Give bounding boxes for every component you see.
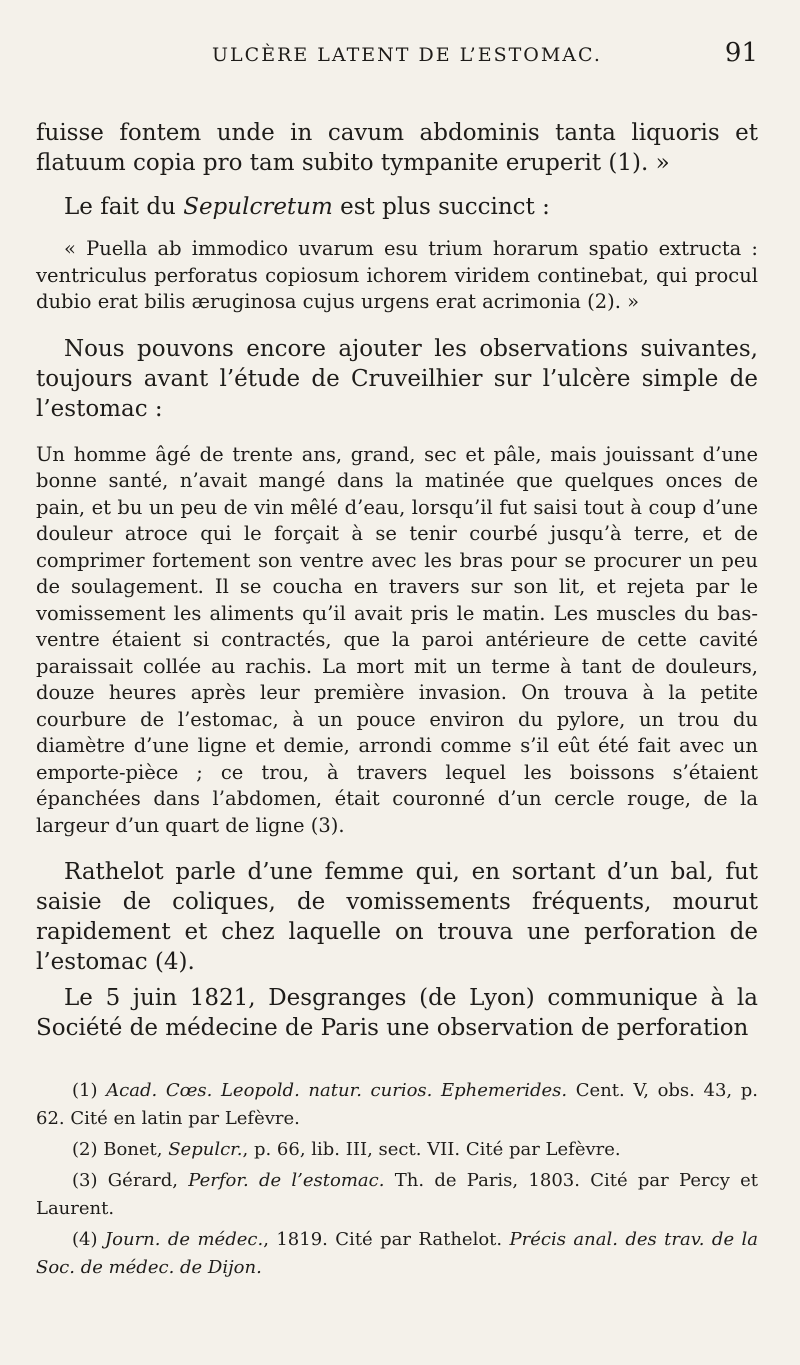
page-body: [36, 118, 758, 1043]
running-title: ULCÈRE LATENT DE L’ESTOMAC.: [212, 44, 602, 66]
paragraph-observations-intro: Nous pouvons encore ajouter les observations suivantes, toujours avant l’étude de Cruveilhier sur l’ulcère simple de l’estomac :: [36, 335, 758, 422]
footnote-4: (4) Journ. de médec., 1819. Cité par Rathelot. Précis anal. des trav. de la Soc. de médec. de Dijon.: [36, 1229, 759, 1278]
paragraph-sepulcretum: Le fait du Sepulcretum est plus succinct :: [64, 194, 550, 220]
page-number: 91: [724, 38, 758, 68]
footnotes: [36, 1077, 758, 1282]
paragraph-desgranges: Le 5 juin 1821, Desgranges (de Lyon) communique à la Société de médecine de Paris une observation de perforation: [36, 985, 758, 1041]
paragraph-latin-continuation: fuisse fontem unde in cavum abdominis tanta liquoris et flatuum copia pro tam subito tympanite eruperit (1). »: [36, 120, 758, 176]
footnote-1: (1) Acad. Cœs. Leopold. natur. curios. Ephemerides. Cent. V, obs. 43, p. 62. Cité en latin par Lefèvre.: [36, 1080, 759, 1129]
paragraph-rathelot: Rathelot parle d’une femme qui, en sortant d’un bal, fut saisie de coliques, de vomissements fréquents, mourut rapidement et chez laquelle on trouva une perforation de l’estomac (4).: [36, 859, 758, 975]
page-header: [36, 38, 758, 74]
paragraph-latin-quote: « Puella ab immodico uvarum esu trium horarum spatio extructa : ventriculus perforatus copiosum ichorem viridem continebat, qui procul dubio erat bilis æruginosa cujus urgens erat acrimonia (2). »: [36, 237, 758, 313]
footnote-3: (3) Gérard, Perfor. de l’estomac. Th. de Paris, 1803. Cité par Percy et Laurent.: [36, 1170, 759, 1219]
footnote-2: (2) Bonet, Sepulcr., p. 66, lib. III, sect. VII. Cité par Lefèvre.: [72, 1139, 621, 1160]
paragraph-case-description: Un homme âgé de trente ans, grand, sec et pâle, mais jouissant d’une bonne santé, n’avait mangé dans la matinée que quelques onces de pain, et bu un peu de vin mêlé d’eau, lorsqu’il fut saisi tout à coup d’une douleur atroce qui le forçait à se tenir courbé jusqu’à terre, et de comprimer fortement son ventre avec les bras pour se procurer un peu de soulagement. Il se coucha en travers sur son lit, et rejeta par le vomissement les aliments qu’il avait pris le matin. Les muscles du bas-ventre étaient si contractés, que la paroi antérieure de cette cavité paraissait collée au rachis. La mort mit un terme à tant de douleurs, douze heures après leur première invasion. On trouva à la petite courbure de l’estomac, à un pouce environ du pylore, un trou du diamètre d’une ligne et demie, arrondi comme s’il eût été fait avec un emporte-pièce ; ce trou, à travers lequel les boissons s’étaient épanchées dans l’abdomen, était couronné d’un cercle rouge, de la largeur d’un quart de ligne (3).: [36, 442, 758, 837]
